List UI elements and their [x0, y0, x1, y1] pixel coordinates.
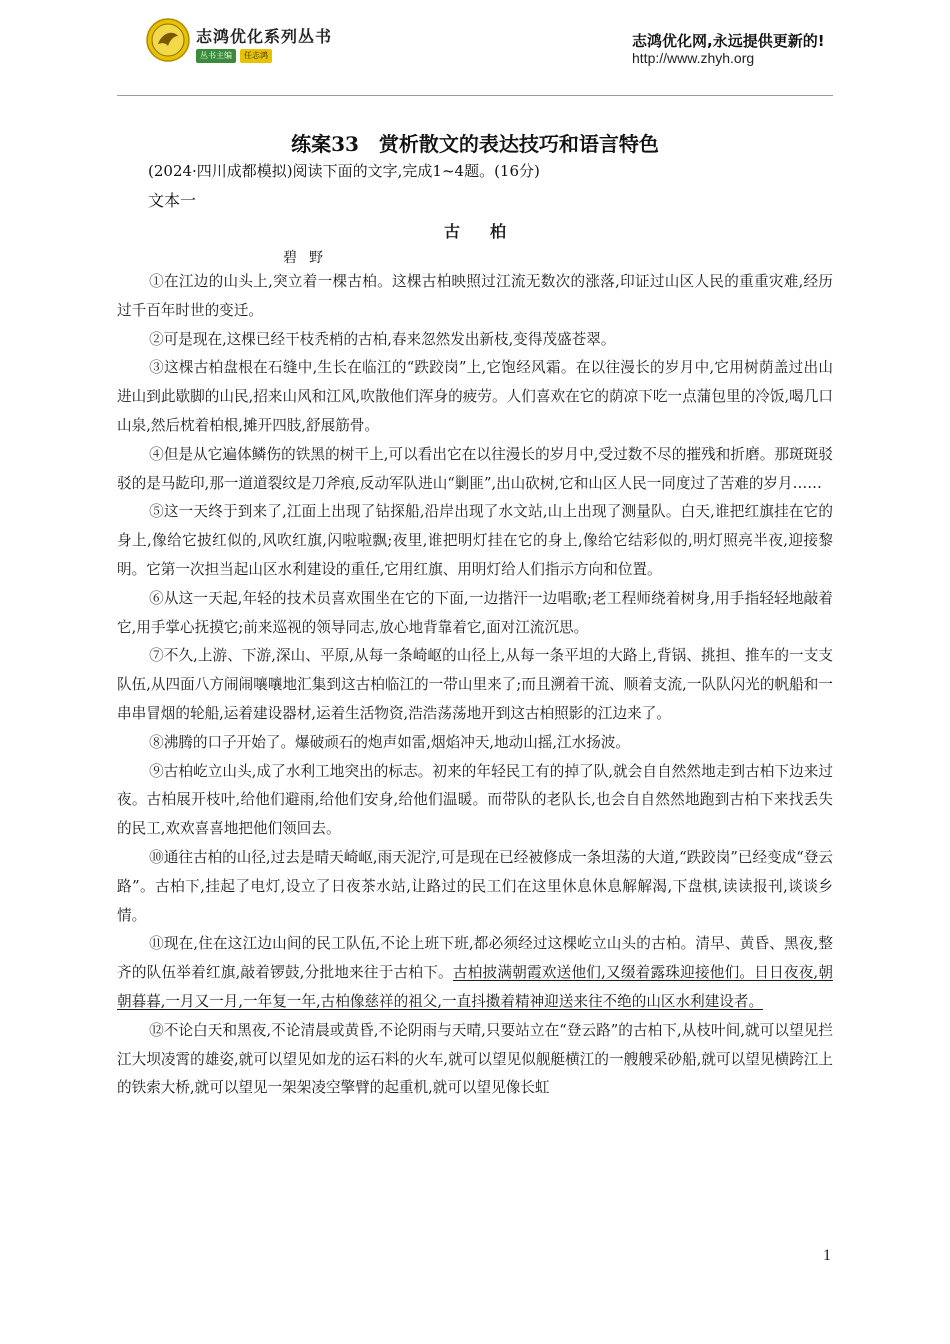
underlined-sentence: 古柏披满朝霞欢送他们,又缀着露珠迎接他们。日日夜夜,朝朝暮暮,一月又一月,一年复一年,古柏像慈祥的祖父,一直抖擞着精神迎送来往不绝的山区水利建设者。 [117, 964, 834, 1010]
paragraph-9: ⑨古柏屹立山头,成了水利工地突出的标志。初来的年轻民工有的掉了队,就会自自然然地走到古柏下边来过夜。古柏展开枝叶,给他们避雨,给他们安身,给他们温暖。而带队的老队长,也会自自然然地跑到古柏下来找丢失的民工,欢欢喜喜地把他们领回去。 [117, 762, 833, 838]
paragraph-1: ①在江边的山头上,突立着一棵古柏。这棵古柏映照过江流无数次的涨落,印证过山区人民的重重灾难,经历过千百年时世的变迁。 [117, 273, 833, 319]
paragraph-4: ④但是从它遍体鳞伤的铁黑的树干上,可以看出它在以往漫长的岁月中,受过数不尽的摧残和折磨。那斑斑驳驳的是马龁印,那一道道裂纹是刀斧痕,反动军队进山“剿匪”,出山砍树,它和山区人民一同度过了苦难的岁月…… [117, 445, 833, 492]
brand-sub-name: 任志鸿 [240, 49, 272, 63]
essay-author: 碧野 [283, 250, 335, 266]
text-label: 文本一 [148, 191, 197, 210]
page-header [0, 0, 950, 95]
brand-logo-icon [146, 18, 190, 62]
paragraph-8: ⑧沸腾的口子开始了。爆破顽石的炮声如雷,烟焰冲天,地动山摇,江水扬波。 [149, 733, 631, 751]
paragraph-11-text: ⑪现在,住在这江边山间的民工队伍,不论上班下班,都必须经过这棵屹立山头的古柏。清早、黄昏、黑夜,整齐的队伍举着红旗,敲着锣鼓,分批地来往于古柏下。 [117, 935, 833, 982]
paragraph-11 [117, 930, 833, 1016]
essay-body [117, 268, 833, 1103]
paragraph-2: ②可是现在,这棵已经干枝秃梢的古柏,春来忽然发出新枝,变得茂盛苍翠。 [149, 330, 616, 348]
paragraph-3: ③这棵古柏盘根在石缝中,生长在临江的“跌跤岗”上,它饱经风霜。在以往漫长的岁月中,它用树荫盖过出山进山到此歇脚的山民,招来山风和江风,吹散他们浑身的疲劳。人们喜欢在它的荫凉下吃一点蒲包里的冷饭,喝几口山泉,然后枕着柏根,摊开四肢,舒展筋骨。 [117, 359, 833, 434]
site-url-link[interactable]: http://www.zhyh.org [632, 50, 755, 66]
page-title: 练案33 赏析散文的表达技巧和语言特色 [291, 132, 659, 156]
paragraph-12: ⑫不论白天和黑夜,不论清晨或黄昏,不论阴雨与天晴,只要站立在“登云路”的古柏下,从枝叶间,就可以望见拦江大坝凌霄的雄姿,就可以望见如龙的运石料的火车,就可以望见似舰艇横江的一艘艘采砂船,就可以望见横跨江上的铁索大桥,就可以望见一架架凌空擎臂的起重机,就可以望见像长虹 [117, 1021, 833, 1097]
paragraph-5: ⑤这一天终于到来了,江面上出现了钻探船,沿岸出现了水文站,山上出现了测量队。白天,谁把红旗挂在它的身上,像给它披红似的,风吹红旗,闪啦啦飘;夜里,谁把明灯挂在它的身上,像给它结彩似的,明灯照亮半夜,迎接黎明。它第一次担当起山区水利建设的重任,它用红旗、用明灯给人们指示方向和位置。 [117, 503, 833, 578]
brand-title: 志鸿优化系列丛书 [196, 27, 333, 46]
essay-title: 古柏 [443, 222, 536, 241]
paragraph-10: ⑩通往古柏的山径,过去是晴天崎岖,雨天泥泞,可是现在已经被修成一条坦荡的大道,“跌跤岗”已经变成“登云路”。古柏下,挂起了电灯,设立了日夜茶水站,让路过的民工们在这里休息休息解解渴,下盘棋,读读报刊,谈谈乡情。 [117, 848, 833, 924]
paragraph-7: ⑦不久,上游、下游,深山、平原,从每一条崎岖的山径上,从每一条平坦的大路上,背锅、挑担、推车的一支支队伍,从四面八方闹闹嚷嚷地汇集到这古柏临江的一带山里来了;而且溯着干流、顺着支流,一队队闪光的帆船和一串串冒烟的轮船,运着建设器材,运着生活物资,浩浩荡荡地开到这古柏照影的江边来了。 [117, 647, 833, 722]
paragraph-6: ⑥从这一天起,年轻的技术员喜欢围坐在它的下面,一边揩汗一边唱歌;老工程师绕着树身,用手指轻轻地敲着它,用手掌心抚摸它;前来巡视的领导同志,放心地背靠着它,面对江流沉思。 [117, 589, 833, 636]
brand-sub-label: 丛书主编 [196, 49, 236, 63]
brand-subtitle [196, 49, 272, 63]
site-slogan: 志鸿优化网,永远提供更新的! [632, 32, 825, 50]
page-number: 1 [823, 1247, 831, 1264]
header-divider [117, 95, 833, 96]
question-intro: (2024·四川成都模拟)阅读下面的文字,完成1~4题。(16分) [148, 162, 540, 180]
